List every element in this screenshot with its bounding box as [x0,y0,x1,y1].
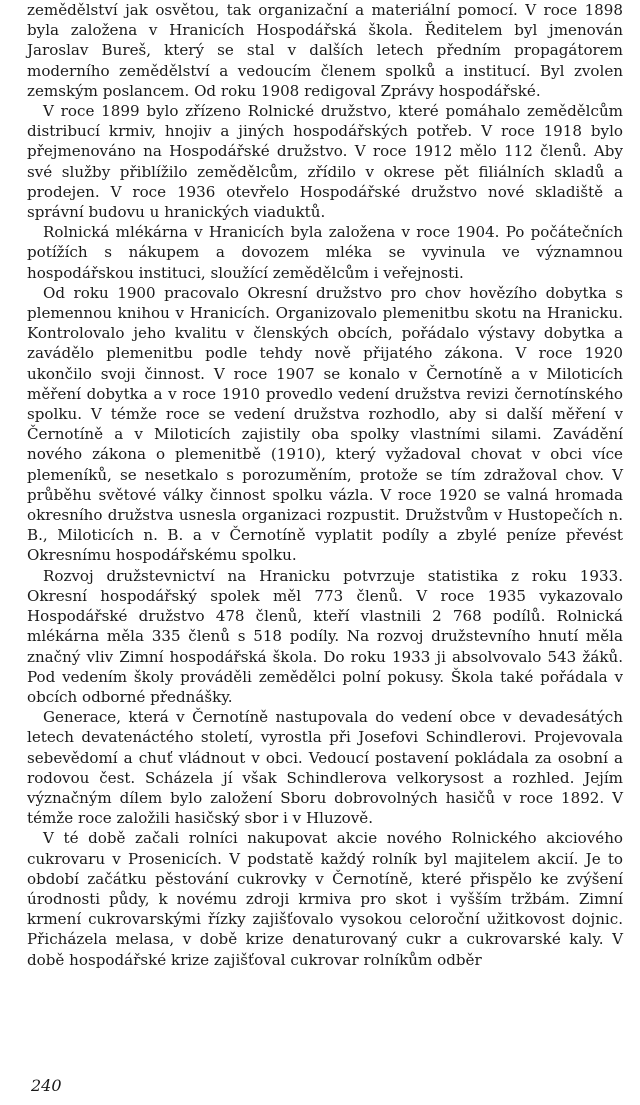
page-number: 240 [31,1076,62,1095]
page-body [27,0,623,970]
paragraph-5: Rozvoj družstevnictví na Hranicku potvrzuje statistika z roku 1933. Okresní hospodářský spolek měl 773 členů. V roce 1935 vykazovalo Hospodářské družstvo 478 členů, kteří vlastnili 2 768 podílů. Rolnická mlékárna měla 335 členů s 518 podíly. Na rozvoj družstevního hnutí měla značný vliv Zimní hospodářská škola. Do roku 1933 ji absolvovalo 543 žáků. Pod vedením školy prováděli zemědělci polní pokusy. Škola také pořádala v obcích odborné přednášky. [27,566,623,706]
paragraph-6: Generace, která v Černotíně nastupovala do vedení obce v devadesátých letech devatenáctého století, vyrostla při Josefovi Schindlerovi. Projevovala sebevědomí a chuť vládnout v obci. Vedoucí postavení pokládala za osobní a rodovou čest. Scházela jí však Schindlerova velkorysost a rozhled. Jejím význačným dílem bylo založení Sboru dobrovolných hasičů v roce 1892. V témže roce založili hasičský sbor i v Hluzově. [27,708,623,828]
paragraph-1: zemědělství jak osvětou, tak organizační a materiální pomocí. V roce 1898 byla založena v Hranicích Hospodářská škola. Ředitelem byl jmenován Jaroslav Bureš, který se stal v dalších letech předním propagátorem moderního zemědělství a vedoucím členem spolků a institucí. Byl zvolen zemským poslancem. Od roku 1908 redigoval Zprávy hospodářské. [27,1,623,100]
paragraph-4: Od roku 1900 pracovalo Okresní družstvo pro chov hovězího dobytka s plemennou knihou v Hranicích. Organizovalo plemenitbu skotu na Hranicku. Kontrolovalo jeho kvalitu v členských obcích, pořádalo výstavy dobytka a zavádělo plemenitbu podle tehdy nově přijatého zákona. V roce 1920 ukončilo svoji činnost. V roce 1907 se konalo v Černotíně a v Miloticích měření dobytka a v roce 1910 provedlo vedení družstva revizi černotínského spolku. V témže roce se vedení družstva rozhodlo, aby si další měření v Černotíně a v Miloticích zajistily oba spolky vlastními silami. Zavádění nového zákona o plemenitbě (1910), který vyžadoval chovat v obci více plemeníků, se nesetkalo s porozuměním, protože se tím zdražoval chov. V průběhu světové války činnost spolku vázla. V roce 1920 se valná hromada okresního družstva usnesla organizaci rozpustit. Družstvům v Hustopečích n. B., Miloticích n. B. a v Černotíně vyplatit podíly a zbylé peníze převést Okresnímu hospodářskému spolku. [27,283,623,565]
paragraph-2: V roce 1899 bylo zřízeno Rolnické družstvo, které pomáhalo zemědělcům distribucí krmiv, hnojiv a jiných hospodářských potřeb. V roce 1918 bylo přejmenováno na Hospodářské družstvo. V roce 1912 mělo 112 členů. Aby své služby přiblížilo zemědělcům, zřídilo v okrese pět filiálních skladů a prodejen. V roce 1936 otevřelo Hospodářské družstvo nové skladiště a správní budovu u hranických viaduktů. [27,102,623,222]
paragraph-7: V té době začali rolníci nakupovat akcie nového Rolnického akciového cukrovaru v Prosenicích. V podstatě každý rolník byl majitelem akcií. Je to období začátku pěstování cukrovky v Černotíně, které přispělo ke zvýšení úrodnosti půdy, k novému zdroji krmiva pro skot i vyšším tržbám. Zimní krmení cukrovarskými řízky zajišťovalo vysokou celoroční užitkovost dojnic. Přicházela melasa, v době krize denaturovaný cukr a cukrovarské kaly. V době hospodářské krize zajišťoval cukrovar rolníkům odběr [27,829,623,969]
paragraph-3: Rolnická mlékárna v Hranicích byla založena v roce 1904. Po počátečních potížích s nákupem a dovozem mléka se vyvinula ve významnou hospodářskou instituci, sloužící zemědělcům i veřejnosti. [27,223,623,282]
